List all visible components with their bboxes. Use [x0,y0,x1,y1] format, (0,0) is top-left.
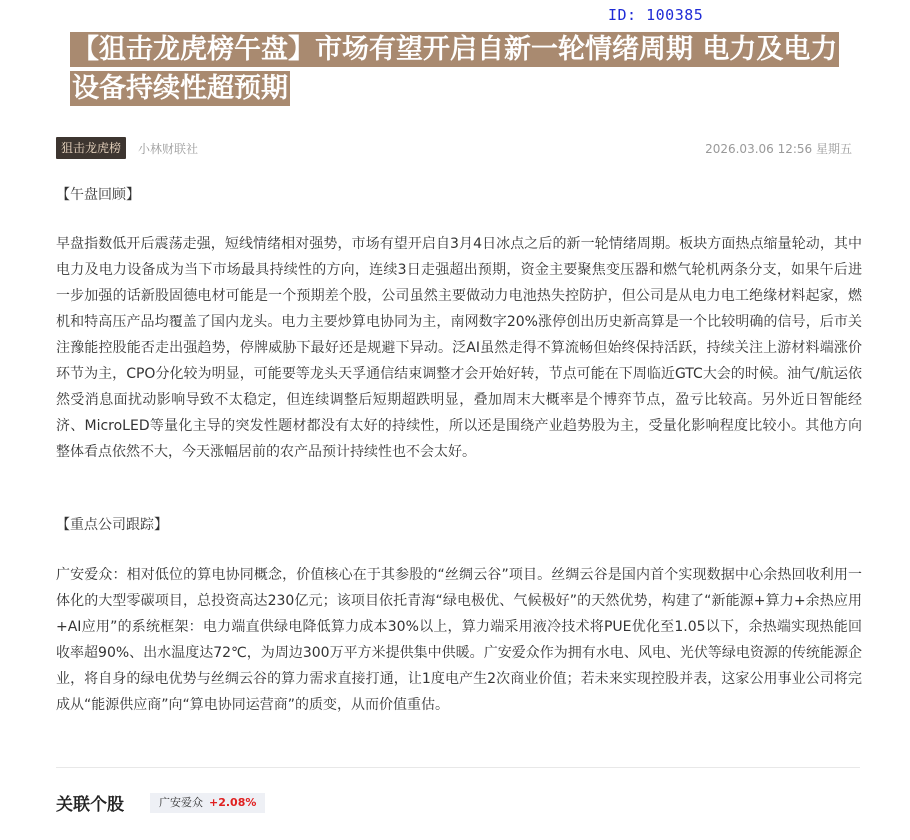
author-name[interactable]: 小林财联社 [138,141,199,156]
section-body-review: 早盘指数低开后震荡走强，短线情绪相对强势，市场有望开启自3月4日冰点之后的新一轮情绪周期。板块方面热点缩量轮动，其中电力及电力设备成为当下市场最具持续性的方向，连续3日走强超出预期，资金主要聚焦变压器和燃气轮机两条分支，如果午后进一步加强的话新股固德电材可能是一个预期差个股，公司虽然主要做动力电池热失控防护，但公司是从电力电工绝缘材料起家，燃机和特高压产品均覆盖了国内龙头。电力主要炒算电协同为主，南网数字20%涨停创出历史新高算是一个比较明确的信号，后市关注豫能控股能否走出强趋势，停牌威胁下最好还是规避下异动。泛AI虽然走得不算流畅但始终保持活跃，持续关注上游材料端涨价环节为主，CPO分化较为明显，可能要等龙头天孚通信结束调整才会开始好转，节点可能在下周临近GTC大会的时候。油气/航运依然受消息面扰动影响导致不太稳定，但连续调整后短期超跌明显，叠加周末大概率是个博弈节点，盈亏比较高。另外近日智能经济、MicroLED等量化主导的突发性题材都没有太好的持续性，所以还是围绕产业趋势股为主，受量化影响程度比较小。其他方向整体看点依然不大，今天涨幅居前的农产品预计持续性也不会太好。 [56,236,862,460]
article-title [70,30,860,108]
related-stocks [56,790,265,815]
section-body-company: 广安爱众：相对低位的算电协同概念，价值核心在于其参股的“丝绸云谷”项目。丝绸云谷是国内首个实现数据中心余热回收利用一体化的大型零碳项目，总投资高达230亿元；该项目依托青海“绿电极优、气候极好”的天然优势，构建了“新能源+算力+余热应用+AI应用”的系统框架：电力端直供绿电降低算力成本30%以上，算力端采用液冷技术将PUE优化至1.05以下，余热端实现热能回收率超90%、出水温度达72℃，为周边300万平方米提供集中供暖。广安爱众作为拥有水电、风电、光伏等绿电资源的传统能源企业，将自身的绿电优势与丝绸云谷的算力需求直接打通，让1度电产生2次商业价值；若未来实现控股并表，这家公用事业公司将完成从“能源供应商”向“算电协同运营商”的质变，从而价值重估。 [56,567,862,713]
publish-date: 2026.03.06 12:56 星期五 [705,141,852,156]
section-heading-review: 【午盘回顾】 [56,187,140,203]
section-heading-company: 【重点公司跟踪】 [56,517,168,533]
article-meta [56,137,852,159]
page-id-label: ID: 100385 [608,6,704,24]
column-tag[interactable]: 狙击龙虎榜 [56,137,126,159]
related-stocks-title: 关联个股 [56,795,124,815]
divider [56,767,860,768]
stock-name: 广安爱众 [159,795,203,809]
stock-change: +2.08% [209,795,257,809]
article-title-text: 【狙击龙虎榜午盘】市场有望开启自新一轮情绪周期 电力及电力设备持续性超预期 [72,34,838,104]
stock-chip[interactable] [150,793,265,813]
